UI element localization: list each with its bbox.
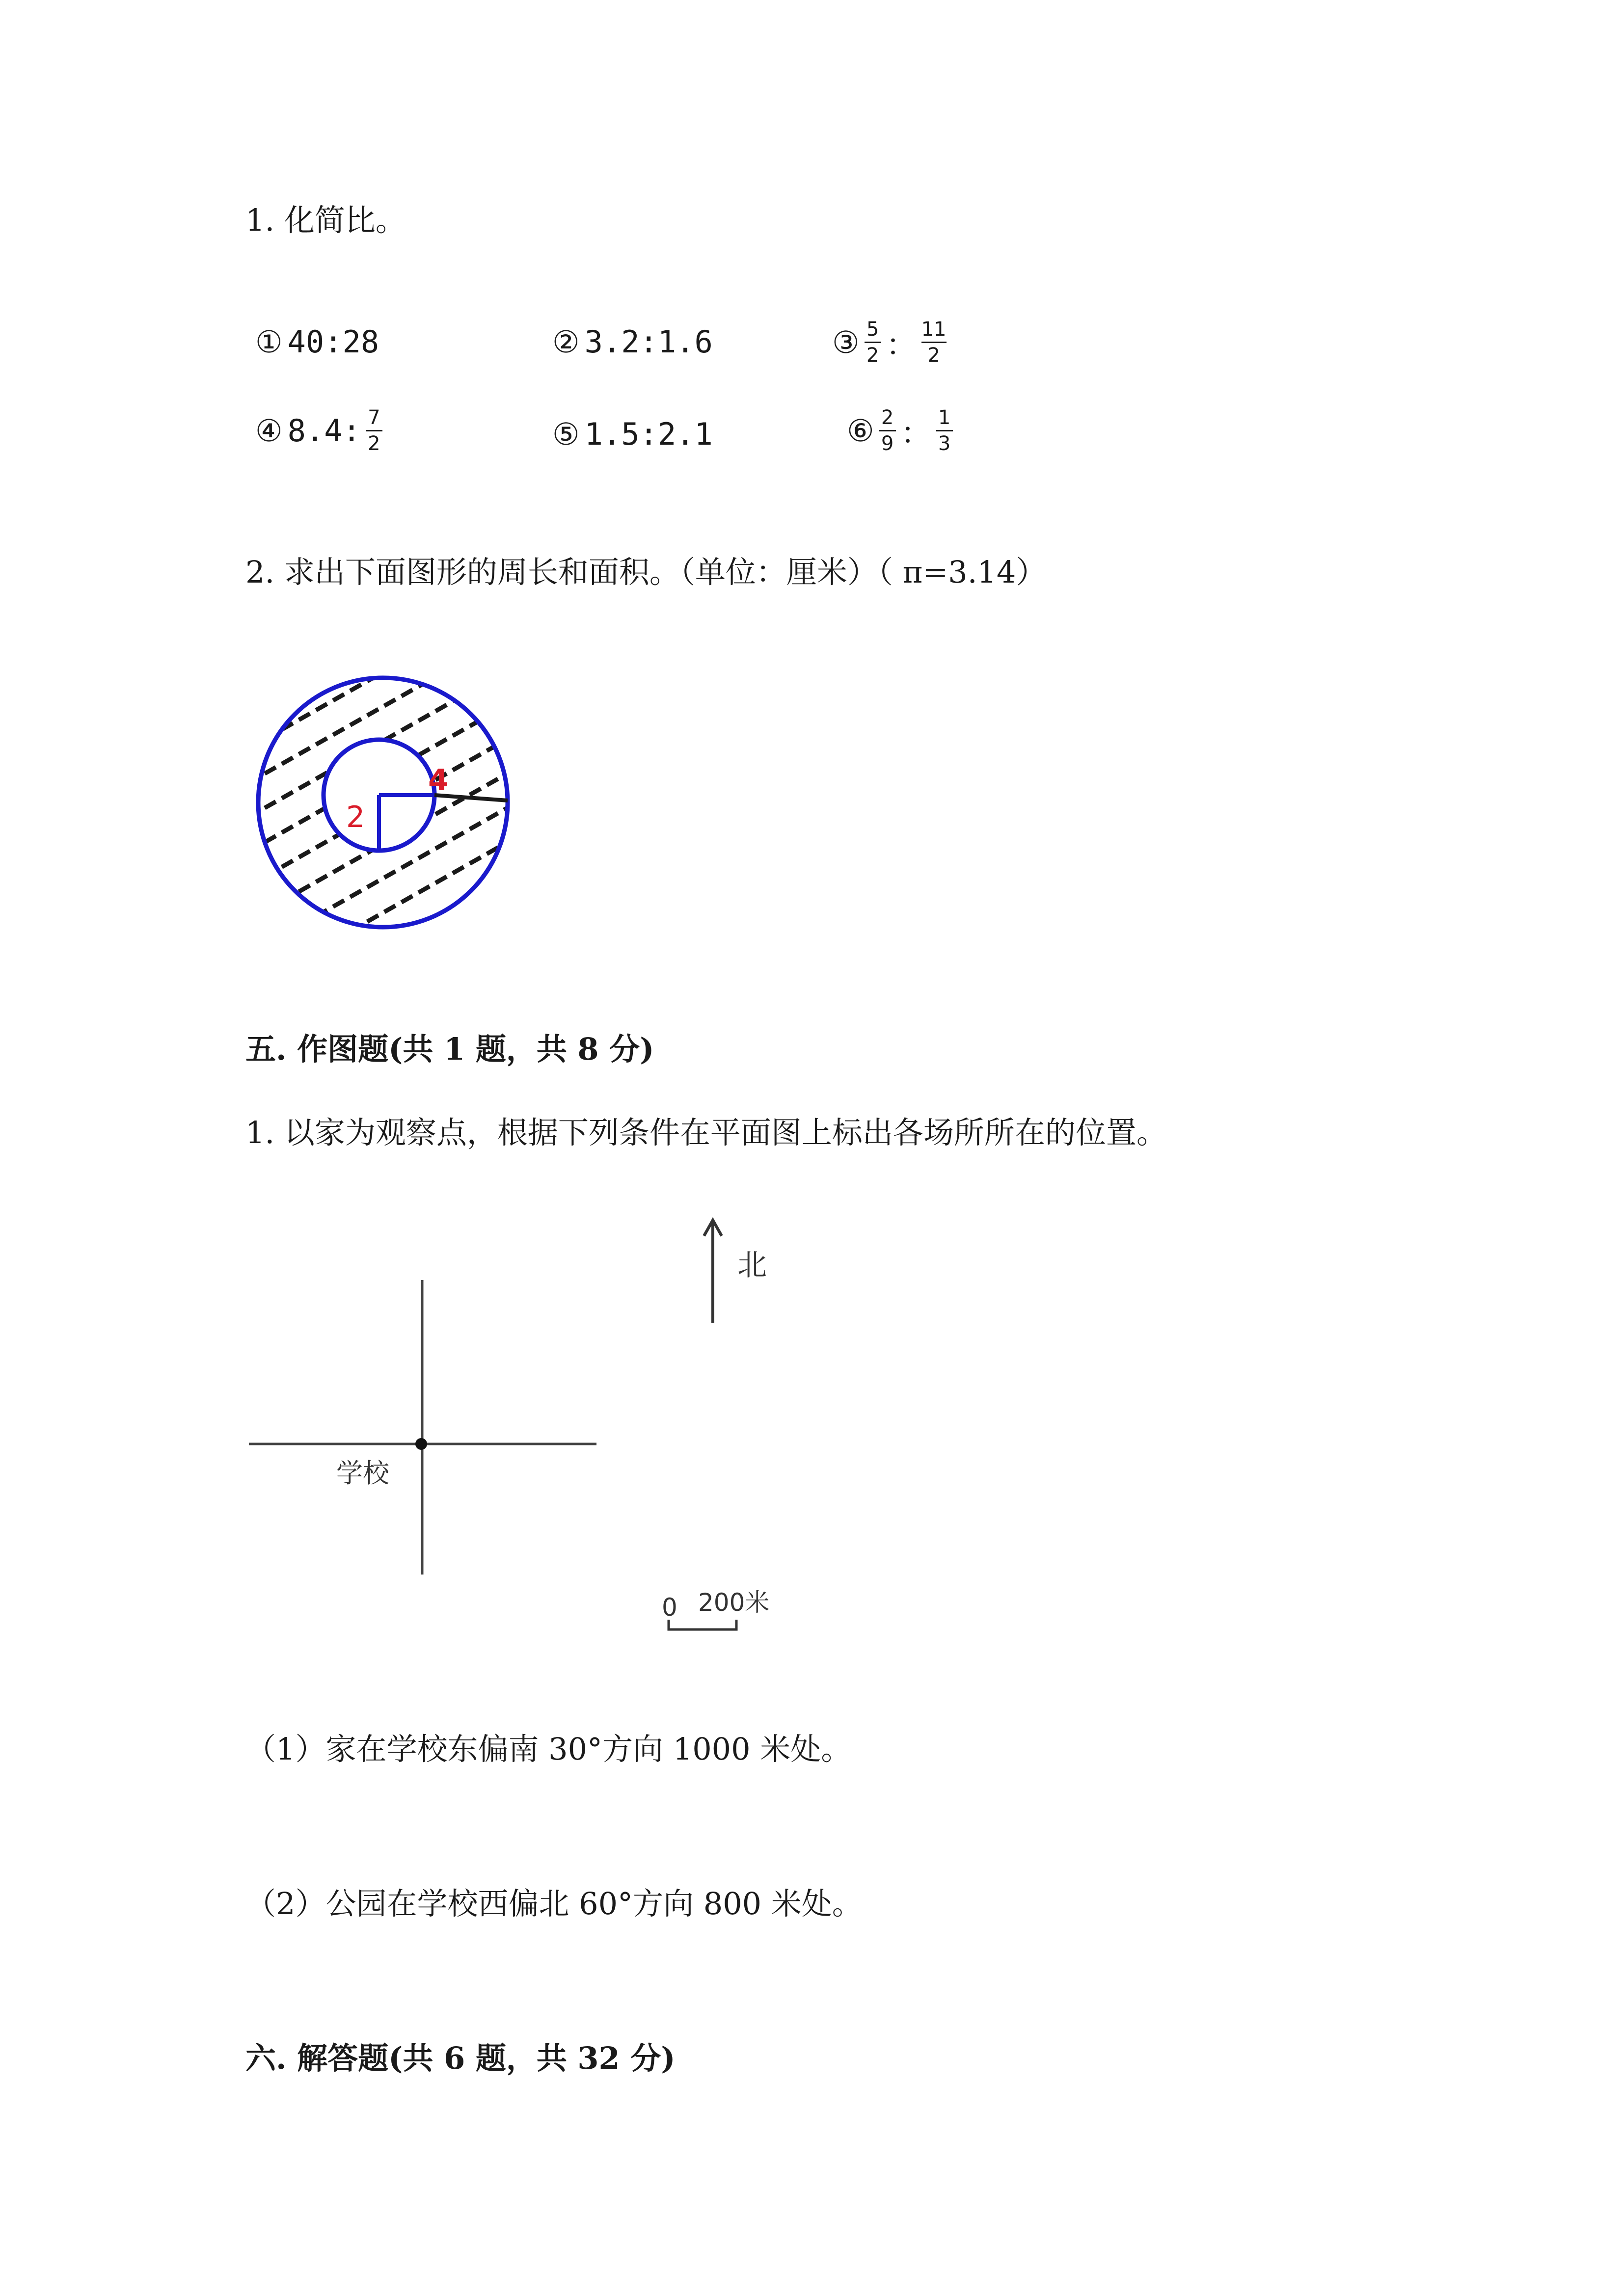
condition-2: （2）公园在学校西偏北 60°方向 800 米处。 — [245, 1886, 863, 1922]
q2-title: 2. 求出下面图形的周长和面积。（单位：厘米）（ π=3.14） — [245, 554, 1047, 590]
ratio-item-2 — [552, 324, 713, 360]
school-point — [415, 1438, 427, 1450]
fraction: $\frac{2}{9}$ — [879, 407, 896, 454]
fraction: $\frac{11}{2}$ — [921, 318, 947, 367]
label-inner-radius: 2 — [346, 800, 365, 834]
scale-label: 200米 — [698, 1588, 770, 1617]
item-mark: ② — [552, 324, 580, 360]
ratio-item-3 — [832, 319, 947, 366]
fraction: $\frac{1}{3}$ — [936, 407, 953, 454]
ring-figure — [245, 665, 520, 940]
outer-circle — [258, 678, 508, 927]
ratio-item-6 — [847, 407, 953, 454]
north-arrow — [704, 1220, 722, 1323]
ratio-expr: 40:28 — [287, 324, 379, 360]
q1-title: 1. 化简比。 — [245, 202, 406, 238]
scale-bar — [669, 1620, 736, 1629]
colon: ： — [886, 327, 917, 363]
ratio-expr: 3.2:1.6 — [584, 324, 713, 360]
condition-1: （1）家在学校东偏南 30°方向 1000 米处。 — [245, 1731, 852, 1767]
location-map — [245, 1217, 810, 1649]
item-mark: ③ — [832, 324, 860, 360]
ratio-item-5 — [552, 416, 713, 452]
ratio-item-4 — [255, 407, 382, 454]
item-mark: ⑥ — [847, 413, 874, 449]
school-label: 学校 — [336, 1458, 389, 1489]
label-outer-radius: 4 — [428, 763, 449, 798]
item-mark: ① — [255, 324, 283, 360]
scale-zero: 0 — [662, 1593, 677, 1622]
ratio-expr: 1.5:2.1 — [584, 416, 713, 452]
north-label: 北 — [737, 1248, 767, 1282]
section5-heading: 五. 作图题(共 1 题，共 8 分) — [245, 1031, 654, 1067]
ratio-item-1 — [255, 324, 379, 360]
ratio-expr: 8.4: — [287, 413, 361, 449]
fraction: $\frac{7}{2}$ — [366, 407, 382, 454]
fraction: $\frac{5}{2}$ — [865, 319, 881, 366]
colon: ： — [900, 415, 931, 451]
hatch-pattern — [245, 665, 520, 940]
item-mark: ⑤ — [552, 416, 580, 452]
section5-q1-title: 1. 以家为观察点，根据下列条件在平面图上标出各场所所在的位置。 — [245, 1115, 1167, 1150]
item-mark: ④ — [255, 413, 283, 449]
section6-heading: 六. 解答题(共 6 题，共 32 分) — [245, 2040, 676, 2076]
